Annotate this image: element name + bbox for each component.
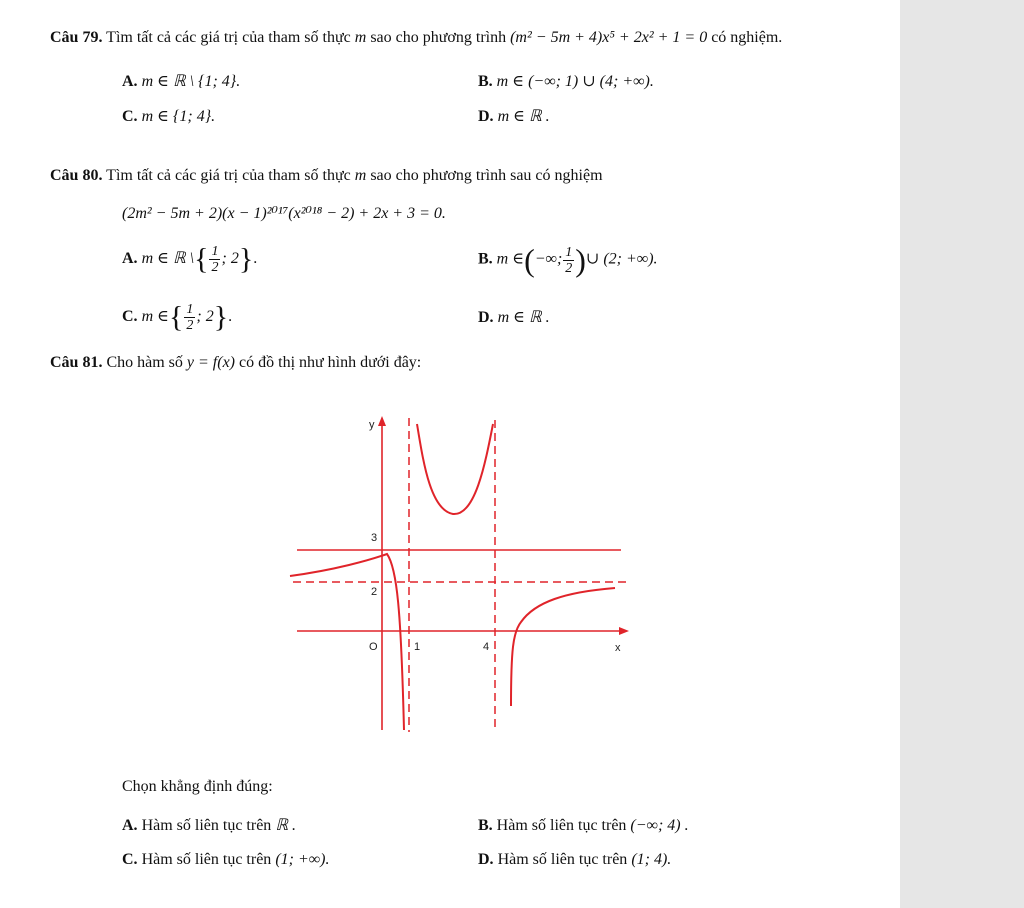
q79-equation: (m² − 5m + 4)x⁵ + 2x² + 1 = 0: [510, 29, 708, 46]
q80-option-b: B. m ∈(−∞; $\frac{1}{2}$ )∪ (2; +∞).: [478, 242, 658, 278]
q81-option-b: [478, 816, 689, 836]
q79-text-after: có nghiệm.: [711, 29, 783, 46]
option-text: Hàm số liên tục trên: [141, 851, 272, 868]
option-label: D.: [478, 309, 494, 326]
fraction-den: 2: [186, 318, 194, 333]
q79-text-before: Tìm tất cả các giá trị của tham số thực: [106, 29, 351, 46]
q80-option-d: [478, 308, 550, 328]
option-text: Hàm số liên tục trên: [496, 817, 627, 834]
option-math: (−∞; 4) .: [630, 817, 689, 834]
option-math: (1; +∞).: [275, 851, 330, 868]
q79-option-d: [478, 107, 550, 127]
option-label: D.: [478, 851, 494, 868]
q80-var-m: m: [354, 167, 367, 184]
q80-option-a: A. m ∈ ℝ \{ $\frac{1}{2}$ ; 2}.: [122, 242, 258, 276]
q81-option-a: [122, 816, 296, 836]
option-label: A.: [122, 73, 138, 90]
option-prefix: m ∈: [141, 308, 169, 326]
option-label: D.: [478, 108, 494, 125]
q79-option-c: [122, 107, 215, 127]
option-text: m ∈ {1; 4}.: [141, 108, 216, 125]
option-math: (1; 4).: [631, 851, 672, 868]
option-label: A.: [122, 817, 138, 834]
q79-label: Câu 79.: [50, 29, 103, 46]
option-label: C.: [122, 108, 138, 125]
fraction-den: 2: [211, 260, 219, 275]
option-suffix: ; 2: [196, 308, 214, 326]
option-text: Hàm số liên tục trên: [497, 851, 628, 868]
curve-middle-branch: [417, 424, 493, 514]
q81-stem: [50, 353, 421, 373]
option-prefix: m ∈: [496, 250, 525, 268]
q79-option-b: [478, 72, 654, 92]
option-prefix: m ∈ ℝ \: [141, 250, 195, 268]
tick-y3-label: 3: [371, 532, 378, 544]
y-axis-label: y: [369, 419, 375, 431]
q81-label: Câu 81.: [50, 354, 103, 371]
function-graph: [285, 410, 645, 740]
q80-text-after: sao cho phương trình sau có nghiệm: [370, 167, 603, 184]
option-text: m ∈ (−∞; 1) ∪ (4; +∞).: [496, 73, 654, 90]
option-text: m ∈ ℝ .: [497, 108, 550, 125]
q81-func: y = f(x): [186, 354, 236, 371]
option-label: B.: [478, 250, 493, 268]
option-label: B.: [478, 817, 493, 834]
fraction-num: 1: [211, 244, 219, 259]
fraction: [184, 302, 195, 333]
option-suffix: ∪ (2; +∞).: [585, 250, 658, 268]
tick-x4-label: 4: [483, 641, 490, 653]
q80-stem: [50, 166, 603, 186]
curve-left-branch: [290, 554, 404, 730]
option-label: C.: [122, 308, 138, 326]
option-label: B.: [478, 73, 493, 90]
tick-y2-label: 2: [371, 586, 378, 598]
q81-text-before: Cho hàm số: [106, 354, 183, 371]
option-suffix: ; 2: [221, 250, 239, 268]
option-text: Hàm số liên tục trên: [141, 817, 272, 834]
fraction-den: 2: [565, 260, 573, 276]
fraction-num: 1: [186, 302, 194, 317]
q81-prompt: Chọn khẳng định đúng:: [122, 778, 273, 795]
q79-text-mid: sao cho phương trình: [370, 29, 507, 46]
x-axis-label: x: [615, 642, 621, 654]
q80-option-c: C. m ∈{ $\frac{1}{2}$ ; 2}.: [122, 300, 233, 334]
curve-right-branch: [511, 588, 615, 706]
option-text: m ∈ ℝ \ {1; 4}.: [141, 73, 241, 90]
option-label: C.: [122, 851, 138, 868]
option-end: .: [228, 308, 233, 326]
q80-text-before: Tìm tất cả các giá trị của tham số thực: [106, 167, 351, 184]
q81-option-c: [122, 850, 330, 870]
option-end: .: [253, 250, 258, 268]
tick-x1-label: 1: [414, 641, 421, 653]
y-axis-arrow: [378, 416, 386, 426]
q81-option-d: [478, 850, 671, 870]
option-label: A.: [122, 250, 138, 268]
fraction-num: 1: [565, 244, 573, 260]
option-math: ℝ .: [275, 817, 296, 834]
q80-label: Câu 80.: [50, 167, 103, 184]
option-text: m ∈ ℝ .: [497, 309, 550, 326]
option-inner: −∞;: [534, 250, 563, 268]
fraction: [209, 244, 220, 275]
q79-stem: [50, 28, 782, 48]
q79-option-a: [122, 72, 240, 92]
q80-equation: (2m² − 5m + 2)(x − 1)²⁰¹⁷(x²⁰¹⁸ − 2) + 2x + 3 = 0.: [122, 205, 446, 222]
x-axis-arrow: [619, 627, 629, 635]
q81-text-after: có đồ thị như hình dưới đây:: [239, 354, 422, 371]
origin-label: O: [369, 641, 378, 653]
q79-var-m: m: [354, 29, 367, 46]
fraction: [563, 245, 574, 276]
